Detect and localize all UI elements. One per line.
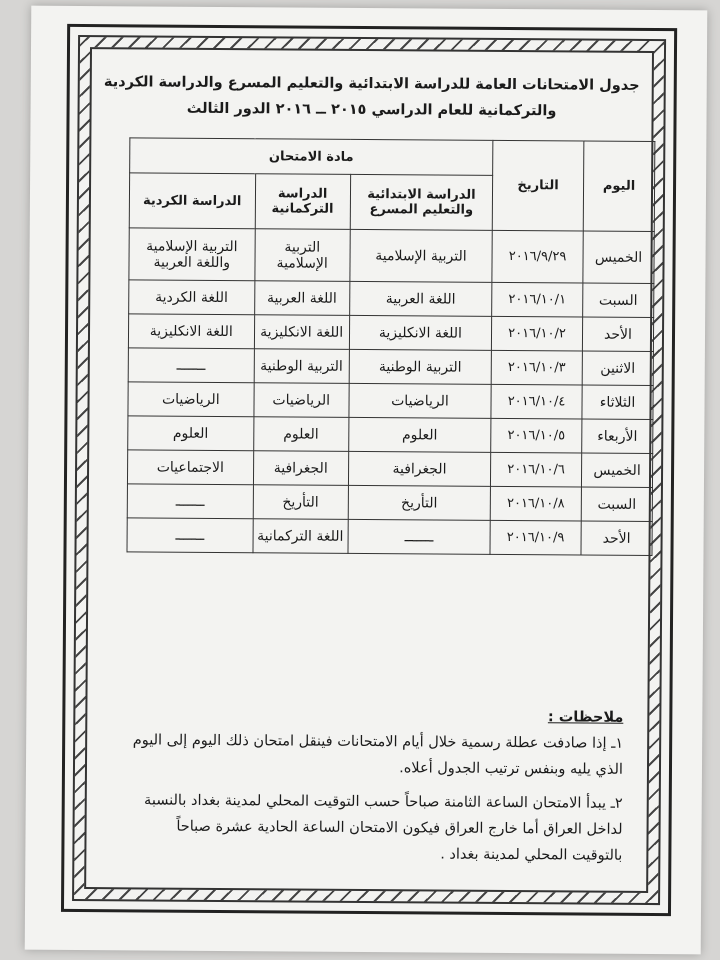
date-cell: ٢٠١٦/١٠/٩ [490, 520, 581, 555]
header-primary: الدراسة الابتدائية والتعليم المسرع [350, 174, 493, 230]
exam-schedule-table [126, 137, 655, 556]
document-body [84, 47, 654, 893]
table-row [128, 348, 653, 386]
turkmen-cell: الرياضيات [253, 383, 349, 418]
primary-cell: الرياضيات [349, 383, 491, 418]
date-cell: ٢٠١٦/١٠/٣ [491, 350, 582, 385]
header-turkmen: الدراسة التركمانية [255, 174, 351, 230]
day-cell: الأحد [582, 317, 653, 351]
turkmen-cell: اللغة التركمانية [253, 519, 349, 554]
table-row [127, 484, 652, 522]
date-cell: ٢٠١٦/١٠/٥ [491, 418, 582, 453]
table-row [127, 518, 652, 556]
table-row [128, 416, 653, 454]
primary-cell: اللغة العربية [349, 281, 491, 316]
date-cell: ٢٠١٦/٩/٢٩ [492, 230, 583, 283]
table-row [127, 450, 652, 488]
notes-heading: ملاحظات : [547, 709, 624, 726]
note-1: ١ـ إذا صادفت عطلة رسمية خلال أيام الامتحانات فينقل امتحان ذلك اليوم إلى اليوم الذي يليه وبنفس ترتيب الجدول أعلاه. [132, 732, 624, 778]
day-cell: السبت [581, 487, 652, 521]
primary-cell: العلوم [349, 417, 491, 452]
primary-cell: ـــــــ [348, 519, 490, 554]
day-cell: الخميس [581, 453, 652, 487]
primary-cell: التأريخ [348, 485, 490, 520]
turkmen-cell: التأريخ [253, 485, 349, 520]
date-cell: ٢٠١٦/١٠/٦ [490, 452, 581, 487]
date-cell: ٢٠١٦/١٠/٢ [491, 316, 582, 351]
header-row-top [130, 138, 655, 177]
kurdish-cell: العلوم [128, 416, 254, 451]
header-day: اليوم [583, 141, 655, 231]
kurdish-cell: ـــــــ [127, 484, 253, 519]
note-2: ٢ـ يبدأ الامتحان الساعة الثامنة صباحاً حسب التوقيت المحلي لمدينة بغداد بالنسبة لداخل العراق أما خارج العراق فيكون الامتحان الساعة الحادية عشرة صباحاً بالتوقيت المحلي لمدينة بغداد . [144, 792, 623, 864]
day-cell: الأربعاء [582, 419, 653, 453]
kurdish-cell: اللغة الانكليزية [128, 314, 254, 349]
kurdish-cell: التربية الإسلامية واللغة العربية [129, 228, 255, 281]
date-cell: ٢٠١٦/١٠/٤ [491, 384, 582, 419]
document-title [101, 69, 641, 125]
turkmen-cell: اللغة العربية [254, 281, 350, 316]
turkmen-cell: العلوم [253, 417, 349, 452]
table-row [128, 382, 653, 420]
date-cell: ٢٠١٦/١٠/١ [492, 282, 583, 317]
date-cell: ٢٠١٦/١٠/٨ [490, 486, 581, 521]
turkmen-cell: اللغة الانكليزية [254, 315, 350, 350]
title-line-2: والتركمانية للعام الدراسي ٢٠١٥ ــ ٢٠١٦ الدور الثالث [186, 100, 557, 120]
day-cell: الأحد [581, 521, 652, 555]
table-row [128, 314, 653, 352]
notes-section [126, 701, 623, 876]
primary-cell: اللغة الانكليزية [349, 315, 491, 350]
decorative-border-frame [61, 24, 677, 916]
header-subject: مادة الامتحان [130, 138, 493, 176]
kurdish-cell: ـــــــ [127, 518, 253, 553]
primary-cell: الجغرافية [348, 451, 490, 486]
day-cell: الثلاثاء [582, 385, 653, 419]
primary-cell: التربية الوطنية [349, 349, 491, 384]
kurdish-cell: اللغة الكردية [129, 280, 255, 315]
title-line-1: جدول الامتحانات العامة للدراسة الابتدائية والتعليم المسرع والدراسة الكردية [103, 74, 640, 94]
day-cell: السبت [583, 283, 654, 317]
kurdish-cell: ـــــــ [128, 348, 254, 383]
day-cell: الاثنين [582, 351, 653, 385]
paper-sheet [25, 6, 708, 955]
primary-cell: التربية الإسلامية [350, 229, 493, 282]
header-date: التاريخ [492, 140, 584, 231]
table-row [129, 228, 654, 284]
turkmen-cell: الجغرافية [253, 451, 349, 486]
header-kurdish: الدراسة الكردية [129, 173, 255, 229]
border-pattern [72, 35, 666, 905]
day-cell: الخميس [583, 231, 654, 283]
kurdish-cell: الرياضيات [128, 382, 254, 417]
turkmen-cell: التربية الوطنية [254, 349, 350, 384]
turkmen-cell: التربية الإسلامية [254, 229, 350, 282]
table-row [129, 280, 654, 318]
kurdish-cell: الاجتماعيات [127, 450, 253, 485]
